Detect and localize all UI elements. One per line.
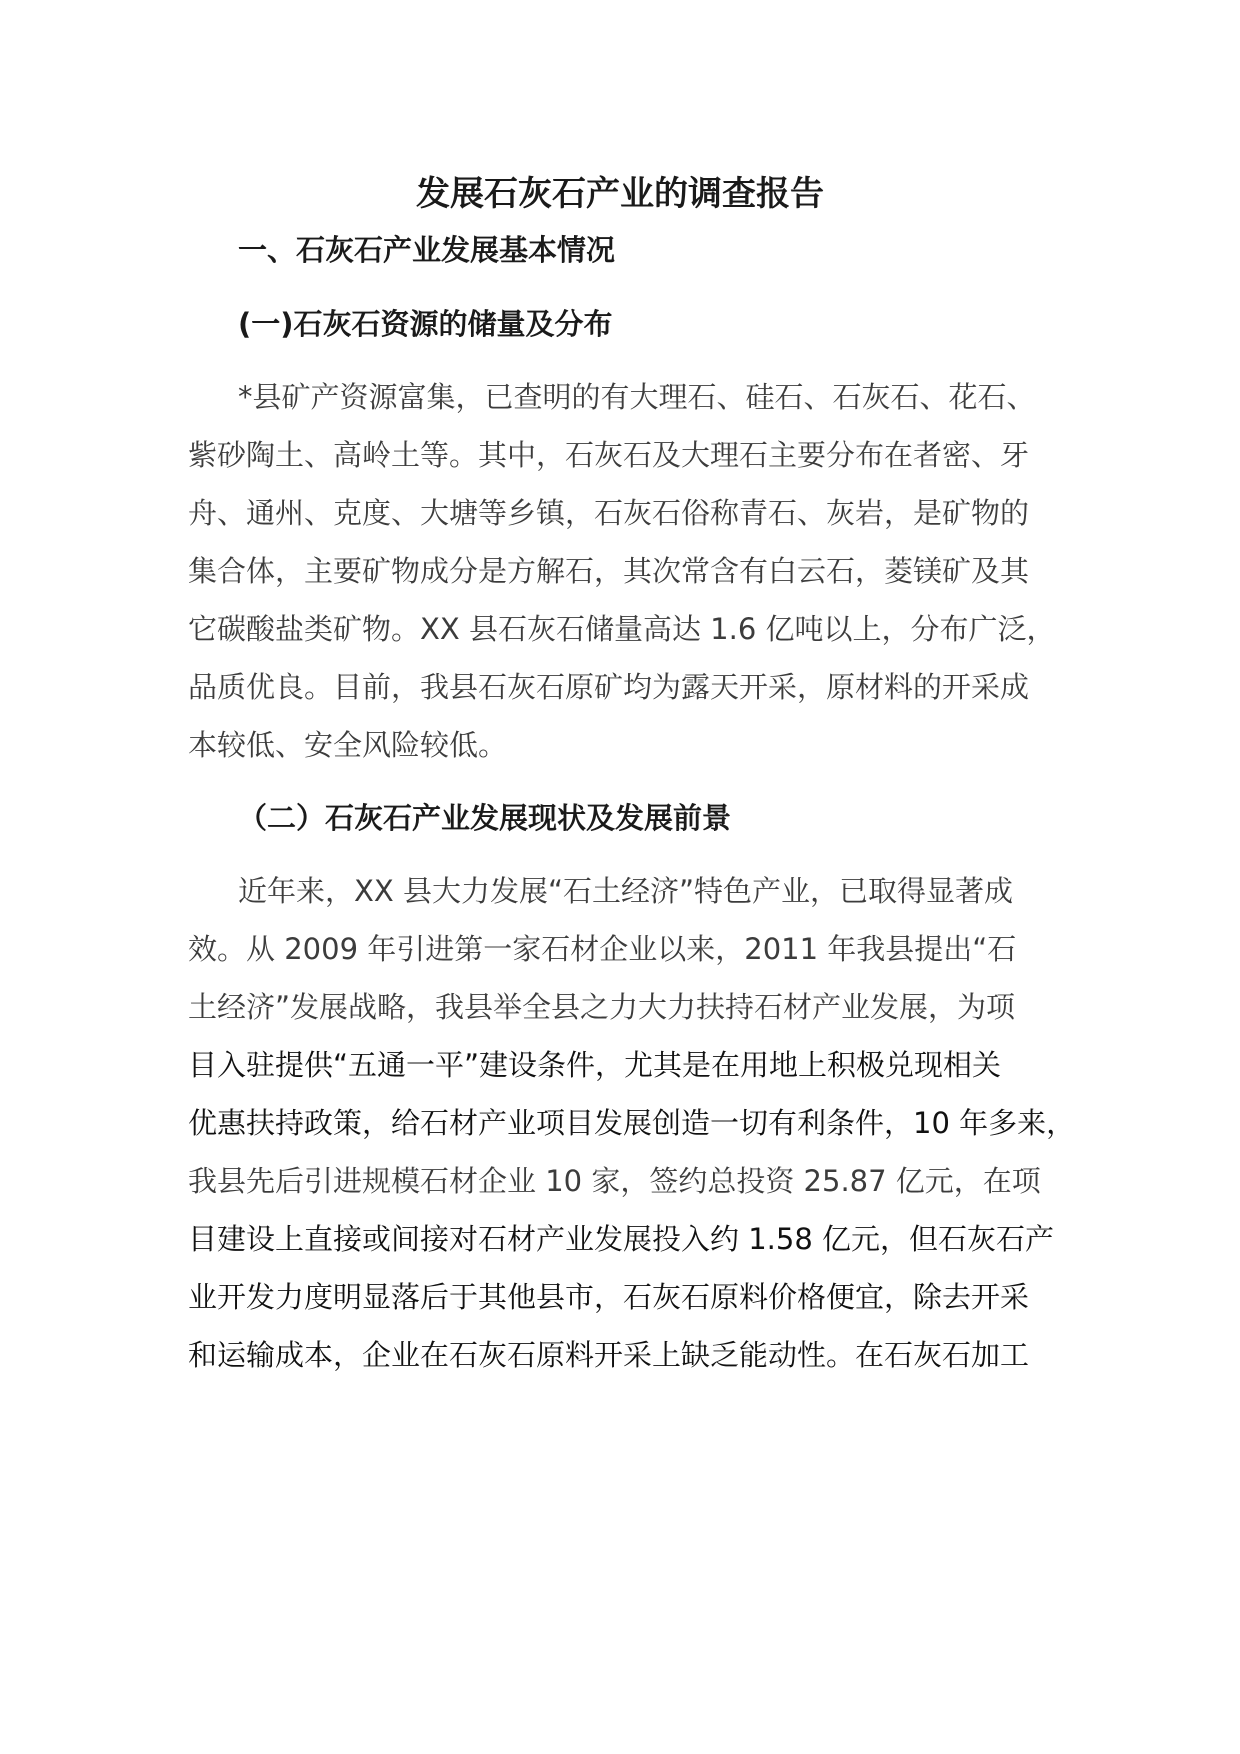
paragraph-line: 本较低、安全风险较低。 — [188, 728, 508, 762]
paragraph-line: 和运输成本，企业在石灰石原料开采上缺乏能动性。在石灰石加工 — [188, 1338, 1030, 1372]
section-heading-1: 一、石灰石产业发展基本情况 — [238, 233, 616, 267]
paragraph-line: 紫砂陶土、高岭土等。其中，石灰石及大理石主要分布在者密、牙 — [188, 438, 1030, 472]
paragraph-line: *县矿产资源富集，已查明的有大理石、硅石、石灰石、花石、 — [238, 380, 1036, 414]
paragraph-line: 我县先后引进规模石材企业 10 家，签约总投资 25.87 亿元，在项 — [188, 1164, 1041, 1198]
paragraph-line: 优惠扶持政策，给石材产业项目发展创造一切有利条件，10 年多来， — [188, 1106, 1076, 1140]
paragraph-line: 集合体，主要矿物成分是方解石，其次常含有白云石，菱镁矿及其 — [188, 554, 1030, 588]
paragraph-line: 近年来，XX 县大力发展“石土经济”特色产业，已取得显著成 — [238, 874, 1014, 908]
paragraph-line: 品质优良。目前，我县石灰石原矿均为露天开采，原材料的开采成 — [188, 670, 1030, 704]
paragraph-line: 土经济”发展战略，我县举全县之力大力扶持石材产业发展，为项 — [188, 990, 1016, 1024]
subsection-heading-1: (一)石灰石资源的储量及分布 — [238, 307, 613, 341]
document-title: 发展石灰石产业的调查报告 — [416, 174, 824, 214]
paragraph-line: 目入驻提供“五通一平”建设条件，尤其是在用地上积极兑现相关 — [188, 1048, 1002, 1082]
paragraph-line: 目建设上直接或间接对石材产业发展投入约 1.58 亿元，但石灰石产 — [188, 1222, 1055, 1256]
paragraph-line: 业开发力度明显落后于其他县市，石灰石原料价格便宜，除去开采 — [188, 1280, 1030, 1314]
paragraph-line: 舟、通州、克度、大塘等乡镇，石灰石俗称青石、灰岩，是矿物的 — [188, 496, 1030, 530]
paragraph-line: 它碳酸盐类矿物。XX 县石灰石储量高达 1.6 亿吨以上，分布广泛， — [188, 612, 1056, 646]
subsection-heading-2: （二）石灰石产业发展现状及发展前景 — [238, 801, 732, 835]
paragraph-line: 效。从 2009 年引进第一家石材企业以来，2011 年我县提出“石 — [188, 932, 1017, 966]
